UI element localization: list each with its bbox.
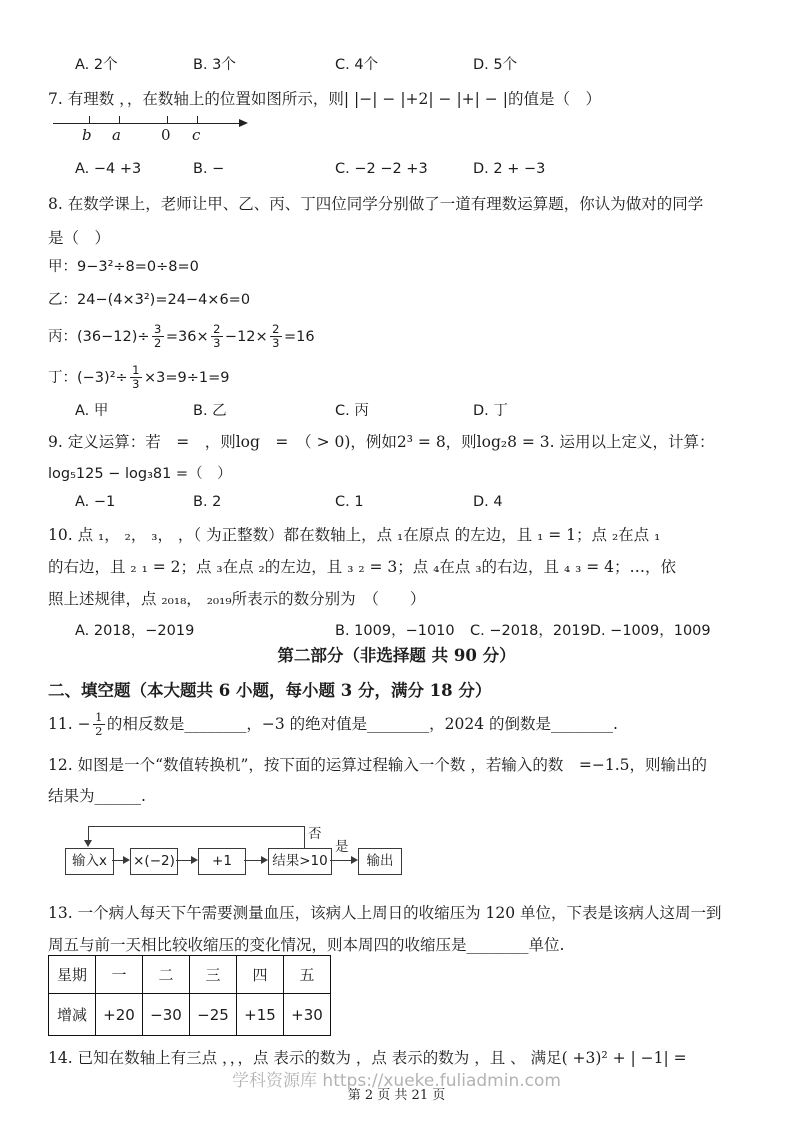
table-row bbox=[49, 994, 331, 1036]
q8-work-bing: 丙：(36−12)÷ $\frac{3}{2}$ =36× $\frac{2}{3}$ −12× $\frac{2}{3}$ =16 bbox=[48, 321, 315, 350]
page-number-footer: 第 2 页 共 21 页 bbox=[347, 1088, 446, 1103]
q8-work-jia: 甲：9−3²÷8=0÷8=0 bbox=[48, 259, 199, 275]
axis-arrow-icon bbox=[239, 119, 248, 127]
axis-label-b: b bbox=[82, 126, 92, 144]
question-10-stem-line1: 10. 点 ₁， ₂， ₃， ，（ 为正整数）都在数轴上，点 ₁在原点 的左边，且 ₁ = 1；点 ₂在点 ₁ bbox=[48, 526, 661, 544]
option: C. −2 −2 +3 bbox=[335, 161, 428, 177]
flow-box-add: +1 bbox=[198, 848, 246, 875]
option: A. −4 +3 bbox=[75, 161, 142, 177]
fraction: $\frac{2}{3}$ bbox=[211, 323, 223, 349]
loop-line-right bbox=[304, 826, 305, 848]
loop-line-left bbox=[88, 826, 89, 841]
flow-box-result: 结果>10 bbox=[268, 848, 332, 875]
option: B. 2 bbox=[193, 494, 222, 510]
option: B. 乙 bbox=[193, 403, 227, 419]
arrow-right-icon bbox=[191, 856, 198, 864]
question-9-stem-line1: 9. 定义运算：若 = ，则log = （ > 0)，例如2³ = 8，则log₂8 = 3. 运用以上定义，计算： bbox=[48, 433, 715, 451]
table-cell: 增减 bbox=[49, 994, 96, 1036]
q8-work-ding: 丁：(−3)²÷ $\frac{1}{3}$ ×3=9÷1=9 bbox=[48, 362, 230, 391]
arrow-right-icon bbox=[123, 856, 130, 864]
option: A. −1 bbox=[75, 494, 116, 510]
fraction: $\frac{1}{2}$ bbox=[93, 711, 105, 737]
option: A. 2018，−2019 bbox=[75, 623, 195, 639]
loop-arrow-down-icon bbox=[84, 840, 92, 847]
q8-work-yi: 乙：24−(4×3²)=24−4×6=0 bbox=[48, 292, 251, 308]
option: B. 1009，−1010 bbox=[335, 623, 455, 639]
option: A. 2个 bbox=[75, 57, 118, 73]
option: C. 1 bbox=[335, 494, 364, 510]
question-13-stem-line1: 13. 一个病人每天下午需要测量血压，该病人上周日的收缩压为 120 单位，下表是该病人这周一到 bbox=[48, 904, 722, 922]
loop-line-top bbox=[88, 826, 304, 827]
arrow-right-icon bbox=[351, 856, 358, 864]
flow-box-multiply: ×(−2) bbox=[130, 848, 178, 875]
arrow-right-icon bbox=[261, 856, 268, 864]
yes-label: 是 bbox=[335, 839, 349, 855]
table-cell: +20 bbox=[96, 994, 143, 1036]
axis-label-a: a bbox=[112, 126, 121, 144]
fraction: $\frac{3}{2}$ bbox=[152, 323, 164, 349]
question-10-stem-line2: 的右边，且 ₂ ₁ = 2；点 ₃在点 ₂的左边，且 ₃ ₂ = 3；点 ₄在点 ₃的右边，且 ₄ ₃ = 4；…，依 bbox=[48, 558, 677, 576]
table-cell: 星期 bbox=[49, 956, 96, 994]
blood-pressure-table bbox=[48, 955, 331, 1036]
axis-label-c: c bbox=[192, 126, 201, 144]
watermark: 学科资源库 https://xueke.fuliadmin.com bbox=[232, 1071, 561, 1091]
question-12-stem-line2: 结果为______. bbox=[48, 787, 146, 805]
number-line-axis bbox=[53, 123, 241, 124]
table-row bbox=[49, 956, 331, 994]
table-cell: 一 bbox=[96, 956, 143, 994]
flow-box-output: 输出 bbox=[358, 848, 402, 875]
no-label: 否 bbox=[308, 826, 322, 842]
question-13-stem-line2: 周五与前一天相比较收缩压的变化情况，则本周四的收缩压是________单位. bbox=[48, 936, 565, 954]
option: D. 5个 bbox=[473, 57, 518, 73]
question-12-stem-line1: 12. 如图是一个“数值转换机”，按下面的运算过程输入一个数 ，若输入的数 =−1.5，则输出的 bbox=[48, 756, 707, 774]
flow-box-input: 输入x bbox=[65, 848, 114, 875]
q10-options-row bbox=[48, 621, 711, 641]
number-line bbox=[48, 112, 278, 156]
question-10-stem-line3: 照上述规律，点 ₂₀₁₈， ₂₀₁₉所表示的数分别为 （ ） bbox=[48, 590, 426, 608]
option: D. 丁 bbox=[473, 403, 508, 419]
option: C. 丙 bbox=[335, 403, 369, 419]
question-7-stem: 7. 有理数 ，，在数轴上的位置如图所示，则| |−| − |+2| − |+| − |的值是（ ） bbox=[48, 90, 601, 108]
option: B. 3个 bbox=[193, 57, 236, 73]
table-cell: +15 bbox=[237, 994, 284, 1036]
option: A. 甲 bbox=[75, 403, 109, 419]
question-11-stem: 11. − $\frac{1}{2}$ 的相反数是________，−3 的绝对值是________，2024 的倒数是________. bbox=[48, 709, 618, 738]
question-8-stem-line1: 8. 在数学课上，老师让甲、乙、丙、丁四位同学分别做了一道有理数运算题，你认为做对的同学 bbox=[48, 195, 704, 213]
table-cell: 三 bbox=[190, 956, 237, 994]
option: B. − bbox=[193, 161, 225, 177]
q8-options-row bbox=[48, 401, 508, 421]
table-cell: 五 bbox=[284, 956, 331, 994]
option: D. 4 bbox=[473, 494, 503, 510]
axis-label-0: 0 bbox=[161, 126, 171, 144]
question-9-stem-line2: log₅125 − log₃81 =（ ） bbox=[48, 466, 232, 482]
q7-options-row bbox=[48, 159, 545, 179]
option: D. 2 + −3 bbox=[473, 161, 546, 177]
section2-heading: 二、填空题（本大题共 6 小题，每小题 3 分，满分 18 分） bbox=[48, 681, 492, 700]
option: D. −1009，1009 bbox=[589, 623, 711, 639]
table-cell: +30 bbox=[284, 994, 331, 1036]
value-converter-flowchart bbox=[65, 824, 410, 886]
table-cell: −25 bbox=[190, 994, 237, 1036]
table-cell: −30 bbox=[143, 994, 190, 1036]
table-cell: 二 bbox=[143, 956, 190, 994]
q6-options-row bbox=[48, 55, 517, 75]
fraction: $\frac{2}{3}$ bbox=[270, 323, 282, 349]
q9-options-row bbox=[48, 492, 503, 512]
table-cell: 四 bbox=[237, 956, 284, 994]
fraction: $\frac{1}{3}$ bbox=[130, 364, 142, 390]
question-8-stem-line2: 是（ ） bbox=[48, 229, 111, 247]
question-14-stem: 14. 已知在数轴上有三点 ，，，点 表示的数为 ，点 表示的数为 ，且 、 满足( +3)² + | −1| = bbox=[48, 1049, 687, 1067]
option: C. −2018，2019 bbox=[470, 623, 590, 639]
option: C. 4个 bbox=[335, 57, 379, 73]
part2-heading: 第二部分（非选择题 共 90 分） bbox=[277, 646, 516, 665]
